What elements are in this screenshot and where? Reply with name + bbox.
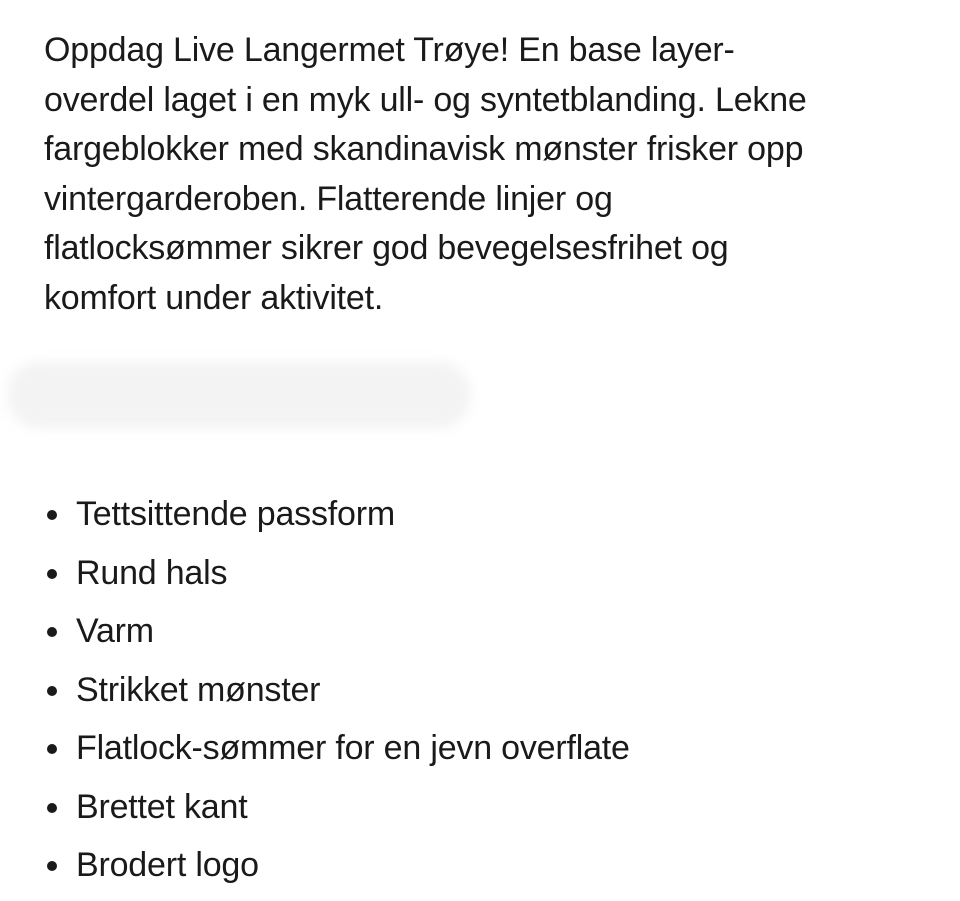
description-line: Oppdag Live Langermet Trøye! En base layer- bbox=[44, 31, 735, 69]
description-line: overdel laget i en myk ull- og syntetblanding. Lekne bbox=[44, 80, 807, 119]
feature-label: Rund hals bbox=[76, 553, 228, 592]
feature-label: Brettet kant bbox=[76, 787, 248, 826]
feature-item bbox=[44, 661, 630, 720]
bullet-icon bbox=[47, 510, 57, 520]
feature-label: Tettsittende passform bbox=[76, 495, 395, 533]
bullet-icon bbox=[47, 744, 57, 754]
feature-label: Varm bbox=[76, 612, 154, 650]
bullet-icon bbox=[47, 686, 57, 696]
feature-item bbox=[44, 778, 630, 837]
feature-label: Brodert logo bbox=[76, 846, 259, 884]
bullet-icon bbox=[47, 569, 57, 579]
description-line: fargeblokker med skandinavisk mønster frisker opp bbox=[44, 130, 804, 168]
product-description bbox=[44, 26, 924, 323]
description-line: komfort under aktivitet. bbox=[44, 278, 384, 317]
feature-label: Strikket mønster bbox=[76, 670, 321, 709]
feature-list bbox=[44, 485, 630, 895]
feature-item bbox=[44, 485, 630, 544]
bullet-icon bbox=[47, 861, 57, 871]
bullet-icon bbox=[47, 627, 57, 637]
redacted-blur bbox=[8, 362, 470, 428]
feature-item bbox=[44, 544, 630, 603]
feature-item bbox=[44, 836, 630, 895]
bullet-icon bbox=[47, 803, 57, 813]
feature-label: Flatlock-sømmer for en jevn overflate bbox=[76, 729, 630, 767]
feature-item bbox=[44, 602, 630, 661]
description-line: flatlocksømmer sikrer god bevegelsesfrihet og bbox=[44, 229, 729, 267]
feature-item bbox=[44, 719, 630, 778]
description-line: vintergarderoben. Flatterende linjer og bbox=[44, 179, 613, 218]
